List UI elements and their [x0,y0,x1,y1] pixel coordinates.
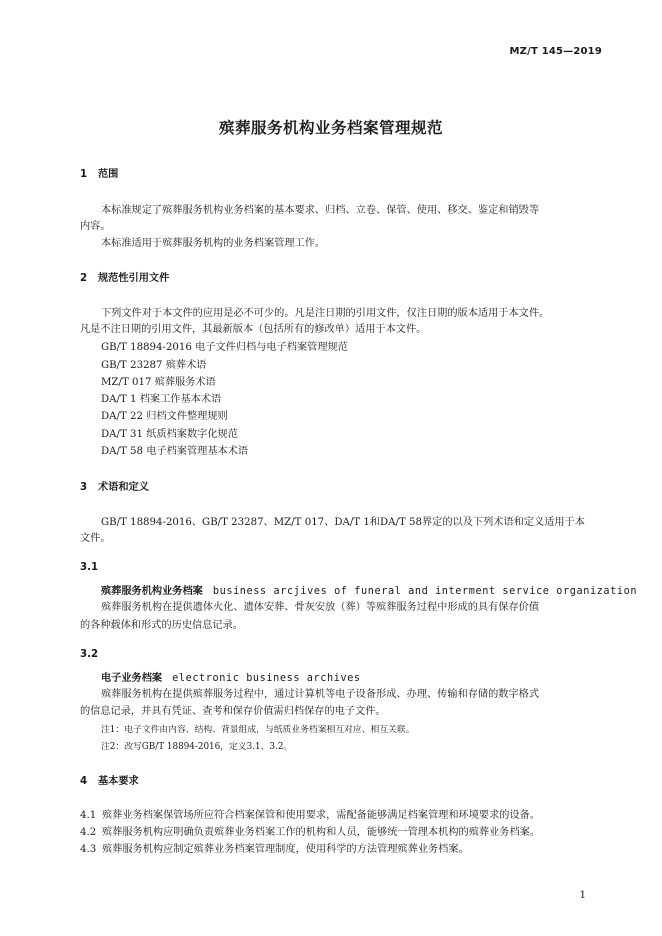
term-3-2-definition: 殡葬服务机构在提供殡葬服务过程中，通过计算机等电子设备形成、办理、传输和存储的数字格式 [101,689,540,700]
term-3-1-number: 3.1 [80,562,99,573]
section-2-para-1: 下列文件对于本文件的应用是必不可少的。凡是注日期的引用文件，仅注日期的版本适用于本文件。 [101,308,550,319]
term-3-2-title: 电子业务档案 electronic business archives [101,673,361,684]
term-3-2-definition-cont: 的信息记录，并具有凭证、查考和保存价值需归档保存的电子文件。 [80,706,386,717]
reference-item: MZ/T 017 殡葬服务术语 [101,377,216,388]
requirement-item: 4.3 殡葬服务机构应制定殡葬业务档案管理制度，使用科学的方法管理殡葬业务档案。 [80,844,469,855]
term-3-1-definition-cont: 的各种载体和形式的历史信息记录。 [80,620,243,631]
reference-item: GB/T 18894-2016 电子文件归档与电子档案管理规范 [101,342,348,353]
term-3-1-title: 殡葬服务机构业务档案 business arcjives of funeral and interment service organization [101,586,638,597]
section-4-heading: 4 基本要求 [80,776,139,787]
requirement-item: 4.1 殡葬业务档案保管场所应符合档案保管和使用要求，需配备能够满足档案管理和环境要求的设备。 [80,810,541,821]
term-3-1-definition: 殡葬服务机构在提供遗体火化、遗体安葬、骨灰安放（葬）等殡葬服务过程中形成的具有保存价值 [101,602,540,613]
section-1-para-1: 本标准规定了殡葬服务机构业务档案的基本要求、归档、立卷、保管、使用、移交、鉴定和销毁等 [101,205,540,216]
reference-item: DA/T 1 档案工作基本术语 [101,394,222,405]
page-number: 1 [579,890,586,901]
section-3-para-1-cont: 文件。 [80,533,111,544]
section-2-heading: 2 规范性引用文件 [80,273,170,284]
reference-item: GB/T 23287 殡葬术语 [101,360,207,371]
note-1: 注1：电子文件由内容、结构、背景组成，与纸质业务档案相互对应、相互关联。 [101,725,415,735]
document-title: 殡葬服务机构业务档案管理规范 [218,119,443,137]
reference-item: DA/T 31 纸质档案数字化规范 [101,429,238,440]
section-3-para-1: GB/T 18894-2016、GB/T 23287、MZ/T 017、DA/T 1和DA/T 58界定的以及下列术语和定义适用于本 [101,517,585,528]
note-2: 注2：改写GB/T 18894-2016，定义3.1、3.2。 [101,742,293,752]
requirement-item: 4.2 殡葬服务机构应明确负责殡葬业务档案工作的机构和人员，能够统一管理本机构的殡葬业务档案。 [80,827,541,838]
standard-code: MZ/T 145—2019 [509,46,602,57]
section-1-para-2: 本标准适用于殡葬服务机构的业务档案管理工作。 [101,238,326,249]
reference-item: DA/T 22 归档文件整理规则 [101,411,228,422]
section-2-para-1-cont: 凡是不注日期的引用文件，其最新版本（包括所有的修改单）适用于本文件。 [80,324,427,335]
reference-item: DA/T 58 电子档案管理基本术语 [101,446,249,457]
section-1-para-1-cont: 内容。 [80,221,111,232]
term-3-2-number: 3.2 [80,649,99,660]
section-1-heading: 1 范围 [80,169,119,180]
section-3-heading: 3 术语和定义 [80,482,149,493]
